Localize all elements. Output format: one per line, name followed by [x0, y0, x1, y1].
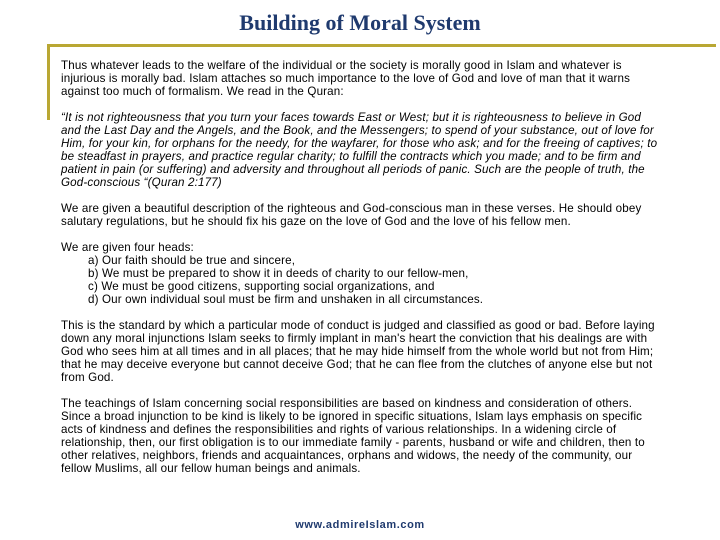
quran-quote: “It is not righteousness that you turn your faces towards East or West; but it is righteousness to believe in God and the Last Day and the Angels, and the Book, and the Messengers; to spend of your substance, out of love for Him, for your kin, for orphans for the needy, for the wayfarer, for those who ask; and for the freeing of captives; to be steadfast in prayers, and practice regular charity; to fulfill the contracts which you made; and to be firm and patient in pain (or suffering) and adversity and throughout all periods of panic. Such are the people of truth, the God-conscious “(Quran 2:177): [61, 111, 658, 189]
paragraph-intro: Thus whatever leads to the welfare of the individual or the society is morally good in Islam and whatever is injurious is morally bad. Islam attaches so much importance to the love of God and love of man that it warns against too much of formalism. We read in the Quran:: [61, 59, 631, 98]
decorative-frame-top: [47, 44, 716, 47]
page-title: Building of Moral System: [239, 10, 481, 35]
body-text: [61, 59, 659, 488]
four-heads-list: [61, 241, 659, 306]
paragraph-description: We are given a beautiful description of the righteous and God-conscious man in these verses. He should obey salutary regulations, but he should fix his gaze on the love of God and the love of his fellow men.: [61, 202, 642, 228]
decorative-frame-left: [47, 44, 50, 120]
heads-intro: We are given four heads:: [61, 241, 194, 254]
footer-url: www.admireIslam.com: [295, 519, 425, 531]
paragraph-standard: This is the standard by which a particular mode of conduct is judged and classified as good or bad. Before laying down any moral injunctions Islam seeks to firmly implant in man's heart the conviction that his dealings are with God who sees him at all times and in all places; that he may hide himself from the whole world but not from Him; that he may deceive everyone but cannot deceive God; that he can flee from the clutches of anyone else but not from God.: [61, 319, 655, 384]
list-item: c) We must be good citizens, supporting social organizations, and: [88, 280, 435, 293]
paragraph-social: The teachings of Islam concerning social responsibilities are based on kindness and consideration of others. Since a broad injunction to be kind is likely to be ignored in specific situations, Islam lays emphasis on specific acts of kindness and defines the responsibilities and rights of various relationships. In a widening circle of relationship, then, our first obligation is to our immediate family - parents, husband or wife and children, then to other relatives, neighbors, friends and acquaintances, orphans and widows, the needy of the community, our fellow Muslims, all our fellow human beings and animals.: [61, 397, 645, 475]
list-item: a) Our faith should be true and sincere,: [88, 254, 296, 267]
list-item: b) We must be prepared to show it in deeds of charity to our fellow-men,: [88, 267, 469, 280]
list-item: d) Our own individual soul must be firm and unshaken in all circumstances.: [88, 293, 484, 306]
